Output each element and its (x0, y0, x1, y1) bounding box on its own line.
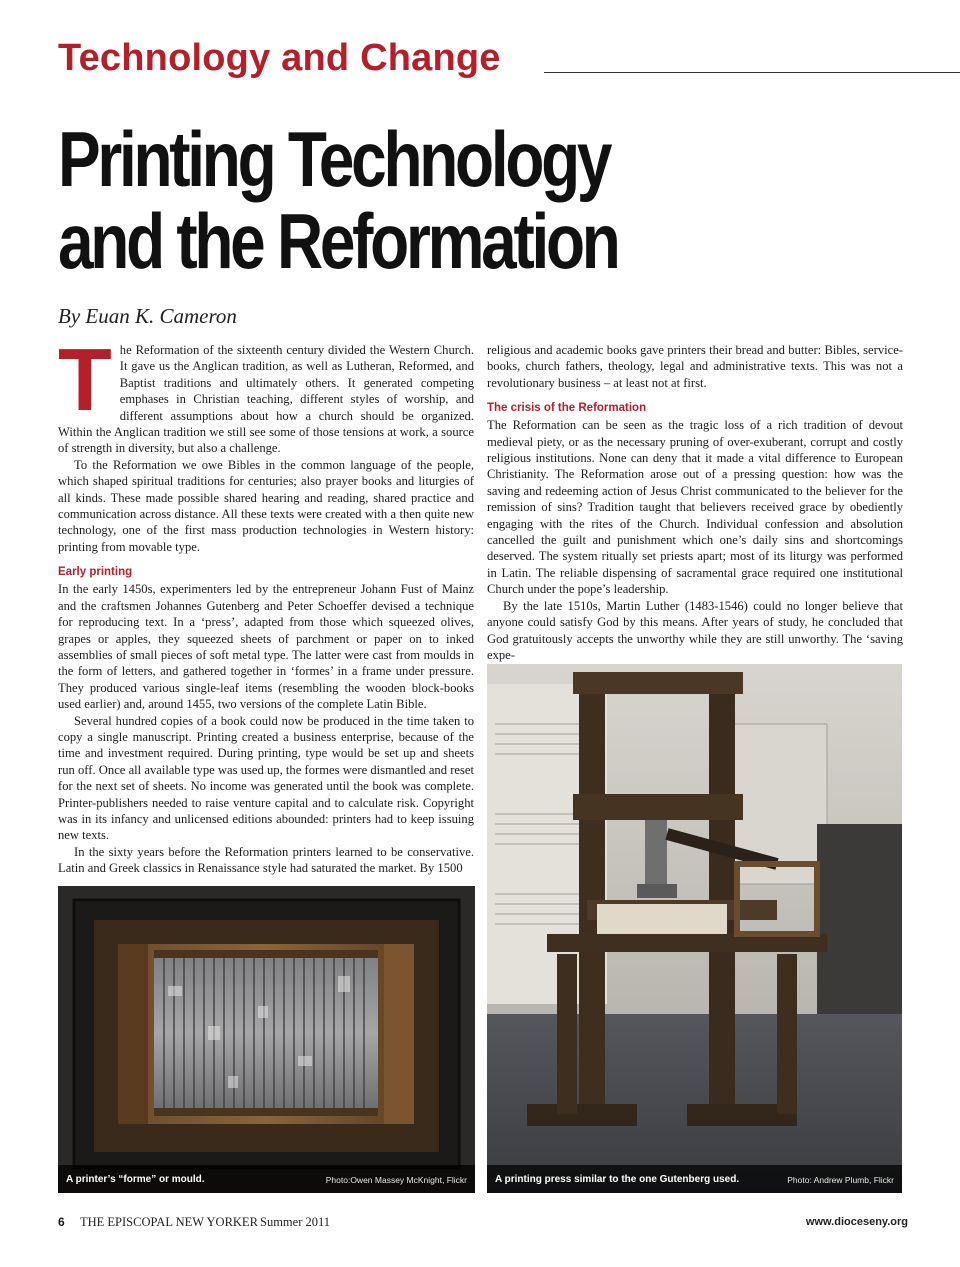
forme-photo (58, 886, 475, 1193)
byline: By Euan K. Cameron (58, 304, 237, 328)
headline (58, 115, 648, 285)
headline-line-2: and the Reformation (58, 197, 618, 285)
paragraph: The Reformation can be seen as the tragic loss of a rich tradition of devout medieval piety, or as the necessary pruning of over-exuberant, corrupt and costly religious institutions. None can deny that it made a vital difference to European Christianity. The Reformation arose out of a pressing question: how was the saving and redeeming action of Jesus Christ communicated to the believer for the remission of sins? Tradition taught that believers received grace by obediently engaging with the rites of the Church. Individual confession and absolution cancelled the guilt and punishment which one’s daily sins and shortcomings deserved. The system ritually set priests apart; most of its liturgy was performed in Latin. The reliable dispensing of sacramental grace required one institutional Church under the pope’s leadership. (487, 418, 903, 597)
article-column-right (487, 342, 903, 662)
drop-cap: T (58, 330, 112, 429)
article-column-left (58, 330, 474, 884)
paragraph: By the late 1510s, Martin Luther (1483-1546) could no longer believe that anyone could satisfy God by this means. After years of study, he concluded that God gratuitously accepts the unworthy while they are still unworthy. The ‘saving expe- (487, 598, 903, 662)
paragraph: To the Reformation we owe Bibles in the common language of the people, which shaped spiritual traditions for centuries; also prayer books and liturgies of all kinds. These made possible shared hearing and reading, shared practice and communication across distance. All these texts were created with a then quite new technology, one of the first mass production technologies in Western history: printing from movable type. (58, 457, 474, 554)
paragraph-intro: he Reformation of the sixteenth century divided the Western Church. It gave us the Anglican tradition, as well as Lutheran, Reformed, and Baptist traditions and ultimately others. It generated competing emphases in Christian teaching, different styles of worship, and different assumptions about how a church should be organized. Within the Anglican tradition we still see some of those tensions at work, a source of strength in diversity, but also a challenge. (58, 343, 474, 456)
website-link[interactable]: www.dioceseny.org (805, 1216, 908, 1228)
press-caption: A printing press similar to the one Gutenberg used. (495, 1174, 740, 1185)
paragraph: In the early 1450s, experimenters led by the entrepreneur Johann Fust of Mainz and the craftsmen Johannes Gutenberg and Peter Schoeffer devised a technique for reproducing text. In a ‘press’, adapted from those which squeezed olives, grapes or apples, they squeezed sheets of parchment or paper on to inked assemblies of small pieces of soft metal type. The latter were cast from moulds in the form of letters, and gathered together in ‘formes’ in a frame under pressure. They produced various single-leaf items (resembling the wooden block-books used earlier) and, around 1455, two versions of the complete Latin Bible. (58, 582, 474, 712)
forme-caption: A printer’s “forme” or mould. (66, 1174, 205, 1185)
section-header (58, 36, 960, 80)
paragraph: religious and academic books gave printers their bread and butter: Bibles, service-books, church fathers, theology, legal and administrative texts. This was not a revolutionary business – at least not at first. (487, 343, 903, 390)
section-rule (544, 72, 960, 73)
publication-name: THE EPISCOPAL NEW YORKER (80, 1215, 258, 1229)
issue-season: Summer 2011 (260, 1215, 331, 1229)
press-photo (487, 664, 902, 1193)
paragraph: Several hundred copies of a book could now be produced in the time taken to copy a single manuscript. Printing created a business enterprise, because of the time and investment required. During printing, type would be set up and sheets run off. Once all available type was used up, the formes were dismantled and reset for the next set of sheets. No income was generated until the book was complete. Printer-publishers needed to raise venture capital and to calculate risk. Copyright was in its infancy and unlicensed editions abounded: printers had to keep issuing new texts. (58, 713, 474, 843)
section-title: Technology and Change (58, 37, 501, 79)
paragraph: In the sixty years before the Reformation printers learned to be conservative. Latin and Greek classics in Renaissance style had saturated the market. By 1500 (58, 844, 474, 876)
page-footer (58, 1212, 908, 1232)
printing-press-image (487, 664, 902, 1193)
subheading-early-printing: Early printing (58, 566, 133, 579)
forme-photo-credit: Photo:Owen Massey McKnight, Flickr (325, 1175, 467, 1185)
press-photo-credit: Photo: Andrew Plumb, Flickr (787, 1175, 894, 1185)
forme-caption-bar (58, 1165, 475, 1193)
headline-line-1: Printing Technology (58, 115, 610, 203)
page-number: 6 (58, 1215, 65, 1229)
forme-image (58, 886, 475, 1193)
subheading-crisis: The crisis of the Reformation (487, 402, 647, 415)
press-caption-bar (487, 1165, 902, 1193)
